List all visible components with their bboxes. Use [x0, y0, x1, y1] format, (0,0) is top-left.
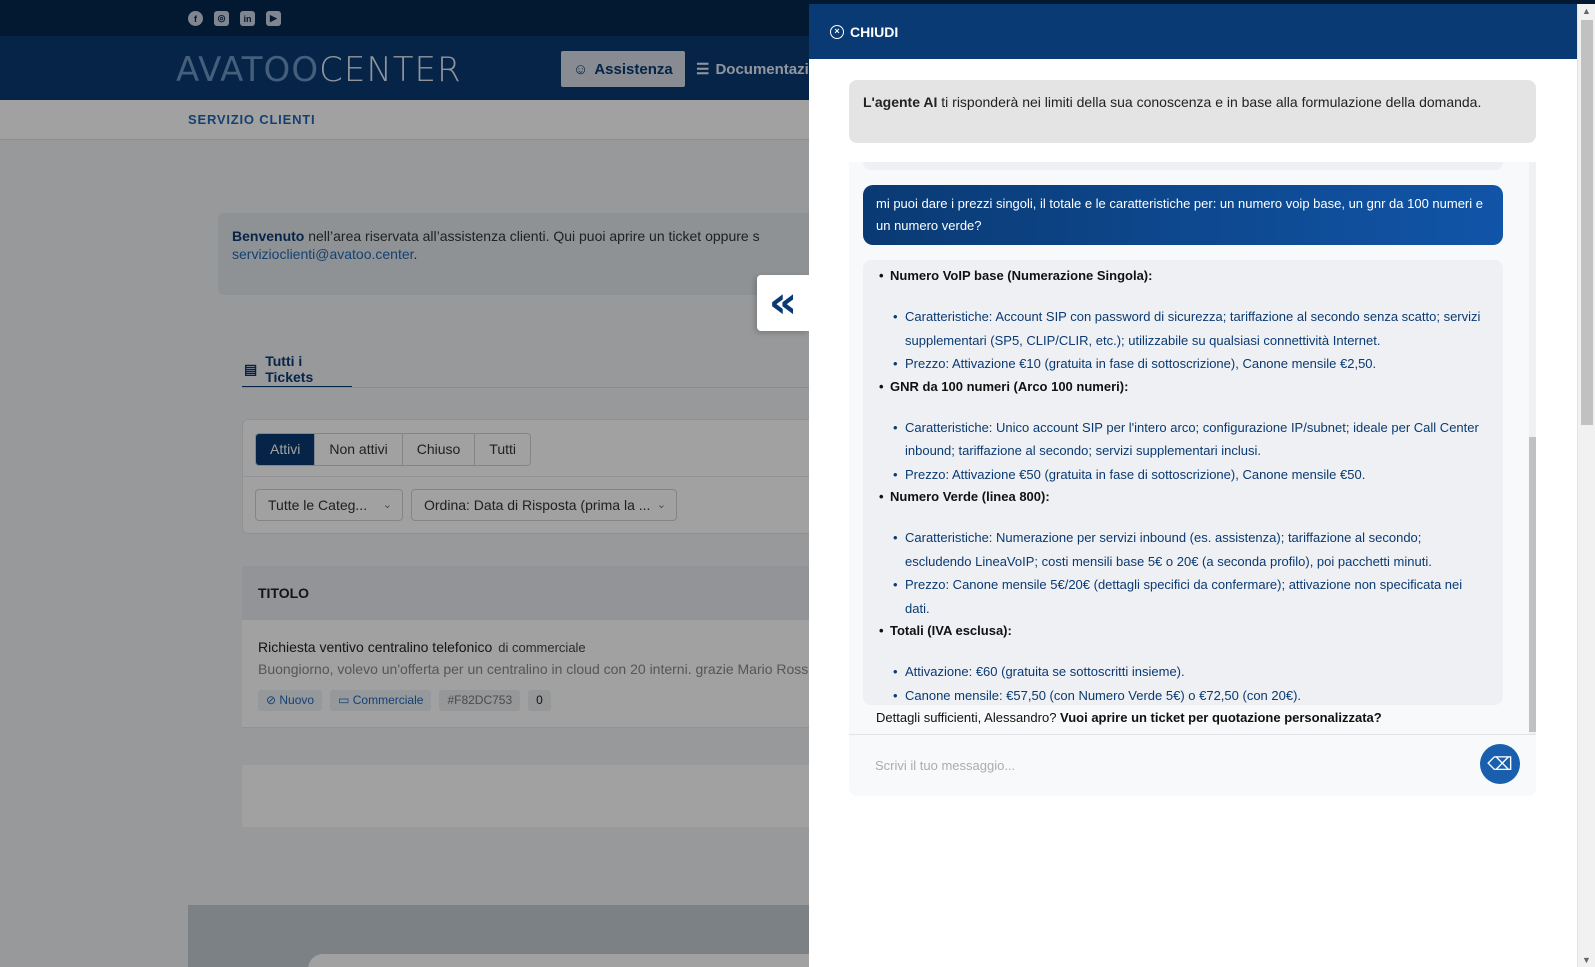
- bot-message: [863, 260, 1503, 725]
- close-icon[interactable]: ×: [830, 25, 844, 39]
- category-badge: ▭ Commerciale: [330, 690, 431, 711]
- page-scrollbar-thumb[interactable]: [1581, 20, 1593, 425]
- instagram-icon[interactable]: ◎: [214, 11, 229, 26]
- tickets-icon: ▤: [244, 360, 258, 377]
- welcome-bold: Benvenuto: [232, 228, 305, 244]
- support-email-link[interactable]: servizioclienti@avatoo.center: [232, 246, 414, 262]
- ai-notice: [849, 80, 1536, 143]
- bot-section-heading: • Numero VoIP base (Numerazione Singola):: [876, 265, 1490, 287]
- bot-section-heading: • GNR da 100 numeri (Arco 100 numeri):: [876, 376, 1490, 398]
- segment-tutti[interactable]: Tutti: [475, 434, 530, 465]
- chat-scrollbar-thumb[interactable]: [1529, 437, 1536, 732]
- order-select-value: Ordina: Data di Risposta (prima la ...: [424, 497, 651, 513]
- reply-count-badge: 0: [528, 690, 551, 711]
- bot-list-item: • Attivazione: €60 (gratuita se sottoscritti insieme).: [876, 660, 1490, 684]
- chat-input-row: [849, 734, 1536, 796]
- bot-list-item: • Prezzo: Attivazione €10 (gratuita in fase di sottoscrizione), Canone mensile €2,50.: [876, 352, 1490, 376]
- chat-messages[interactable]: [849, 162, 1536, 739]
- collapse-panel-button[interactable]: [757, 275, 809, 331]
- bot-list-item: • Prezzo: Attivazione €50 (gratuita in fase di sottoscrizione), Canone mensile €50.: [876, 463, 1490, 487]
- segment-attivi[interactable]: Attivi: [256, 434, 315, 465]
- youtube-icon[interactable]: ▶: [266, 11, 281, 26]
- table-header-title: TITOLO: [242, 566, 842, 620]
- chat-scrollbar[interactable]: [1529, 162, 1536, 739]
- chevron-down-icon: ⌄: [656, 499, 666, 511]
- close-button[interactable]: CHIUDI: [850, 23, 899, 40]
- scroll-down-arrow-icon[interactable]: ▼: [1582, 955, 1591, 965]
- bot-list-item: • Caratteristiche: Account SIP con password di sicurezza; tariffazione al secondo senza scatto; servizi supplementari (SP5, CLIP/CLIR, etc.); utilizzabile su qualsiasi connettività Internet.: [876, 305, 1490, 352]
- chat-message-input[interactable]: [875, 753, 1435, 777]
- page-section-title: SERVIZIO CLIENTI: [188, 112, 316, 127]
- avatoo-center-logo[interactable]: AVATOOCENTER: [176, 50, 462, 90]
- ai-chat-panel: [809, 4, 1577, 967]
- bot-section-heading: • Totali (IVA esclusa):: [876, 620, 1490, 642]
- tab-all-tickets-label: Tutti i Tickets: [265, 353, 314, 385]
- previous-message-edge: [863, 162, 1503, 170]
- nav-documentazione-label: Documentazi: [715, 60, 809, 78]
- clear-chat-button[interactable]: [1480, 744, 1520, 784]
- nav-assistenza-label: Assistenza: [594, 60, 673, 78]
- ticket-preview: Buongiorno, volevo un'offerta per un centralino in cloud con 20 interni. grazie Mario Ross: [258, 661, 809, 677]
- list-icon: ☰: [696, 61, 710, 78]
- bot-closing-line: Dettagli sufficienti, Alessandro? Vuoi aprire un ticket per quotazione personalizzata?: [876, 710, 1382, 725]
- chat-header: [809, 4, 1577, 59]
- ticket-author: di commerciale: [498, 640, 586, 655]
- bot-section-heading: • Numero Verde (linea 800):: [876, 486, 1490, 508]
- segment-chiuso[interactable]: Chiuso: [403, 434, 476, 465]
- bot-list-item: • Caratteristiche: Numerazione per servizi inbound (es. assistenza); tariffazione al secondo; escludendo LineaVoIP; costi mensili base 5€ o 20€ (a seconda profilo), poi pacchetti minuti.: [876, 526, 1490, 573]
- facebook-icon[interactable]: f: [188, 11, 203, 26]
- segment-non-attivi[interactable]: Non attivi: [315, 434, 402, 465]
- page-scrollbar[interactable]: [1577, 4, 1595, 967]
- bot-list-item: • Caratteristiche: Unico account SIP per l'intero arco; configurazione IP/subnet; ideale per Call Center inbound; tariffazione al secondo; servizi supplementari inclusi.: [876, 416, 1490, 463]
- chevron-down-icon: ⌄: [382, 499, 392, 511]
- welcome-tail: .: [413, 246, 418, 262]
- category-select-value: Tutte le Categ...: [268, 497, 368, 513]
- bot-list-item: • Prezzo: Canone mensile 5€/20€ (dettagli specifici da confermare); attivazione non specificata nei dati.: [876, 573, 1490, 620]
- ai-notice-text: ti risponderà nei limiti della sua conoscenza e in base alla formulazione della domanda.: [937, 94, 1482, 110]
- user-message: mi puoi dare i prezzi singoli, il totale e le caratteristiche per: un numero voip base, un gnr da 100 numeri e un numero verde?: [863, 185, 1503, 245]
- ticket-id-badge: #F82DC753: [439, 690, 520, 711]
- ai-notice-bold: L'agente AI: [863, 94, 938, 110]
- double-chevron-left-icon: «: [768, 277, 798, 328]
- scroll-up-arrow-icon[interactable]: ▲: [1582, 6, 1591, 16]
- bot-list-item: • Canone mensile: €57,50 (con Numero Verde 5€) o €72,50 (con 20€).: [876, 684, 1490, 708]
- status-badge: ⊘ Nuovo: [258, 690, 322, 711]
- welcome-text: nell’area riservata all’assistenza clienti. Qui puoi aprire un ticket oppure s: [304, 228, 760, 244]
- user-support-icon: ☺: [573, 60, 589, 78]
- eraser-icon: ⌫: [1487, 753, 1513, 775]
- ticket-title-text: Richiesta ventivo centralino telefonico: [258, 639, 493, 655]
- linkedin-icon[interactable]: in: [240, 11, 255, 26]
